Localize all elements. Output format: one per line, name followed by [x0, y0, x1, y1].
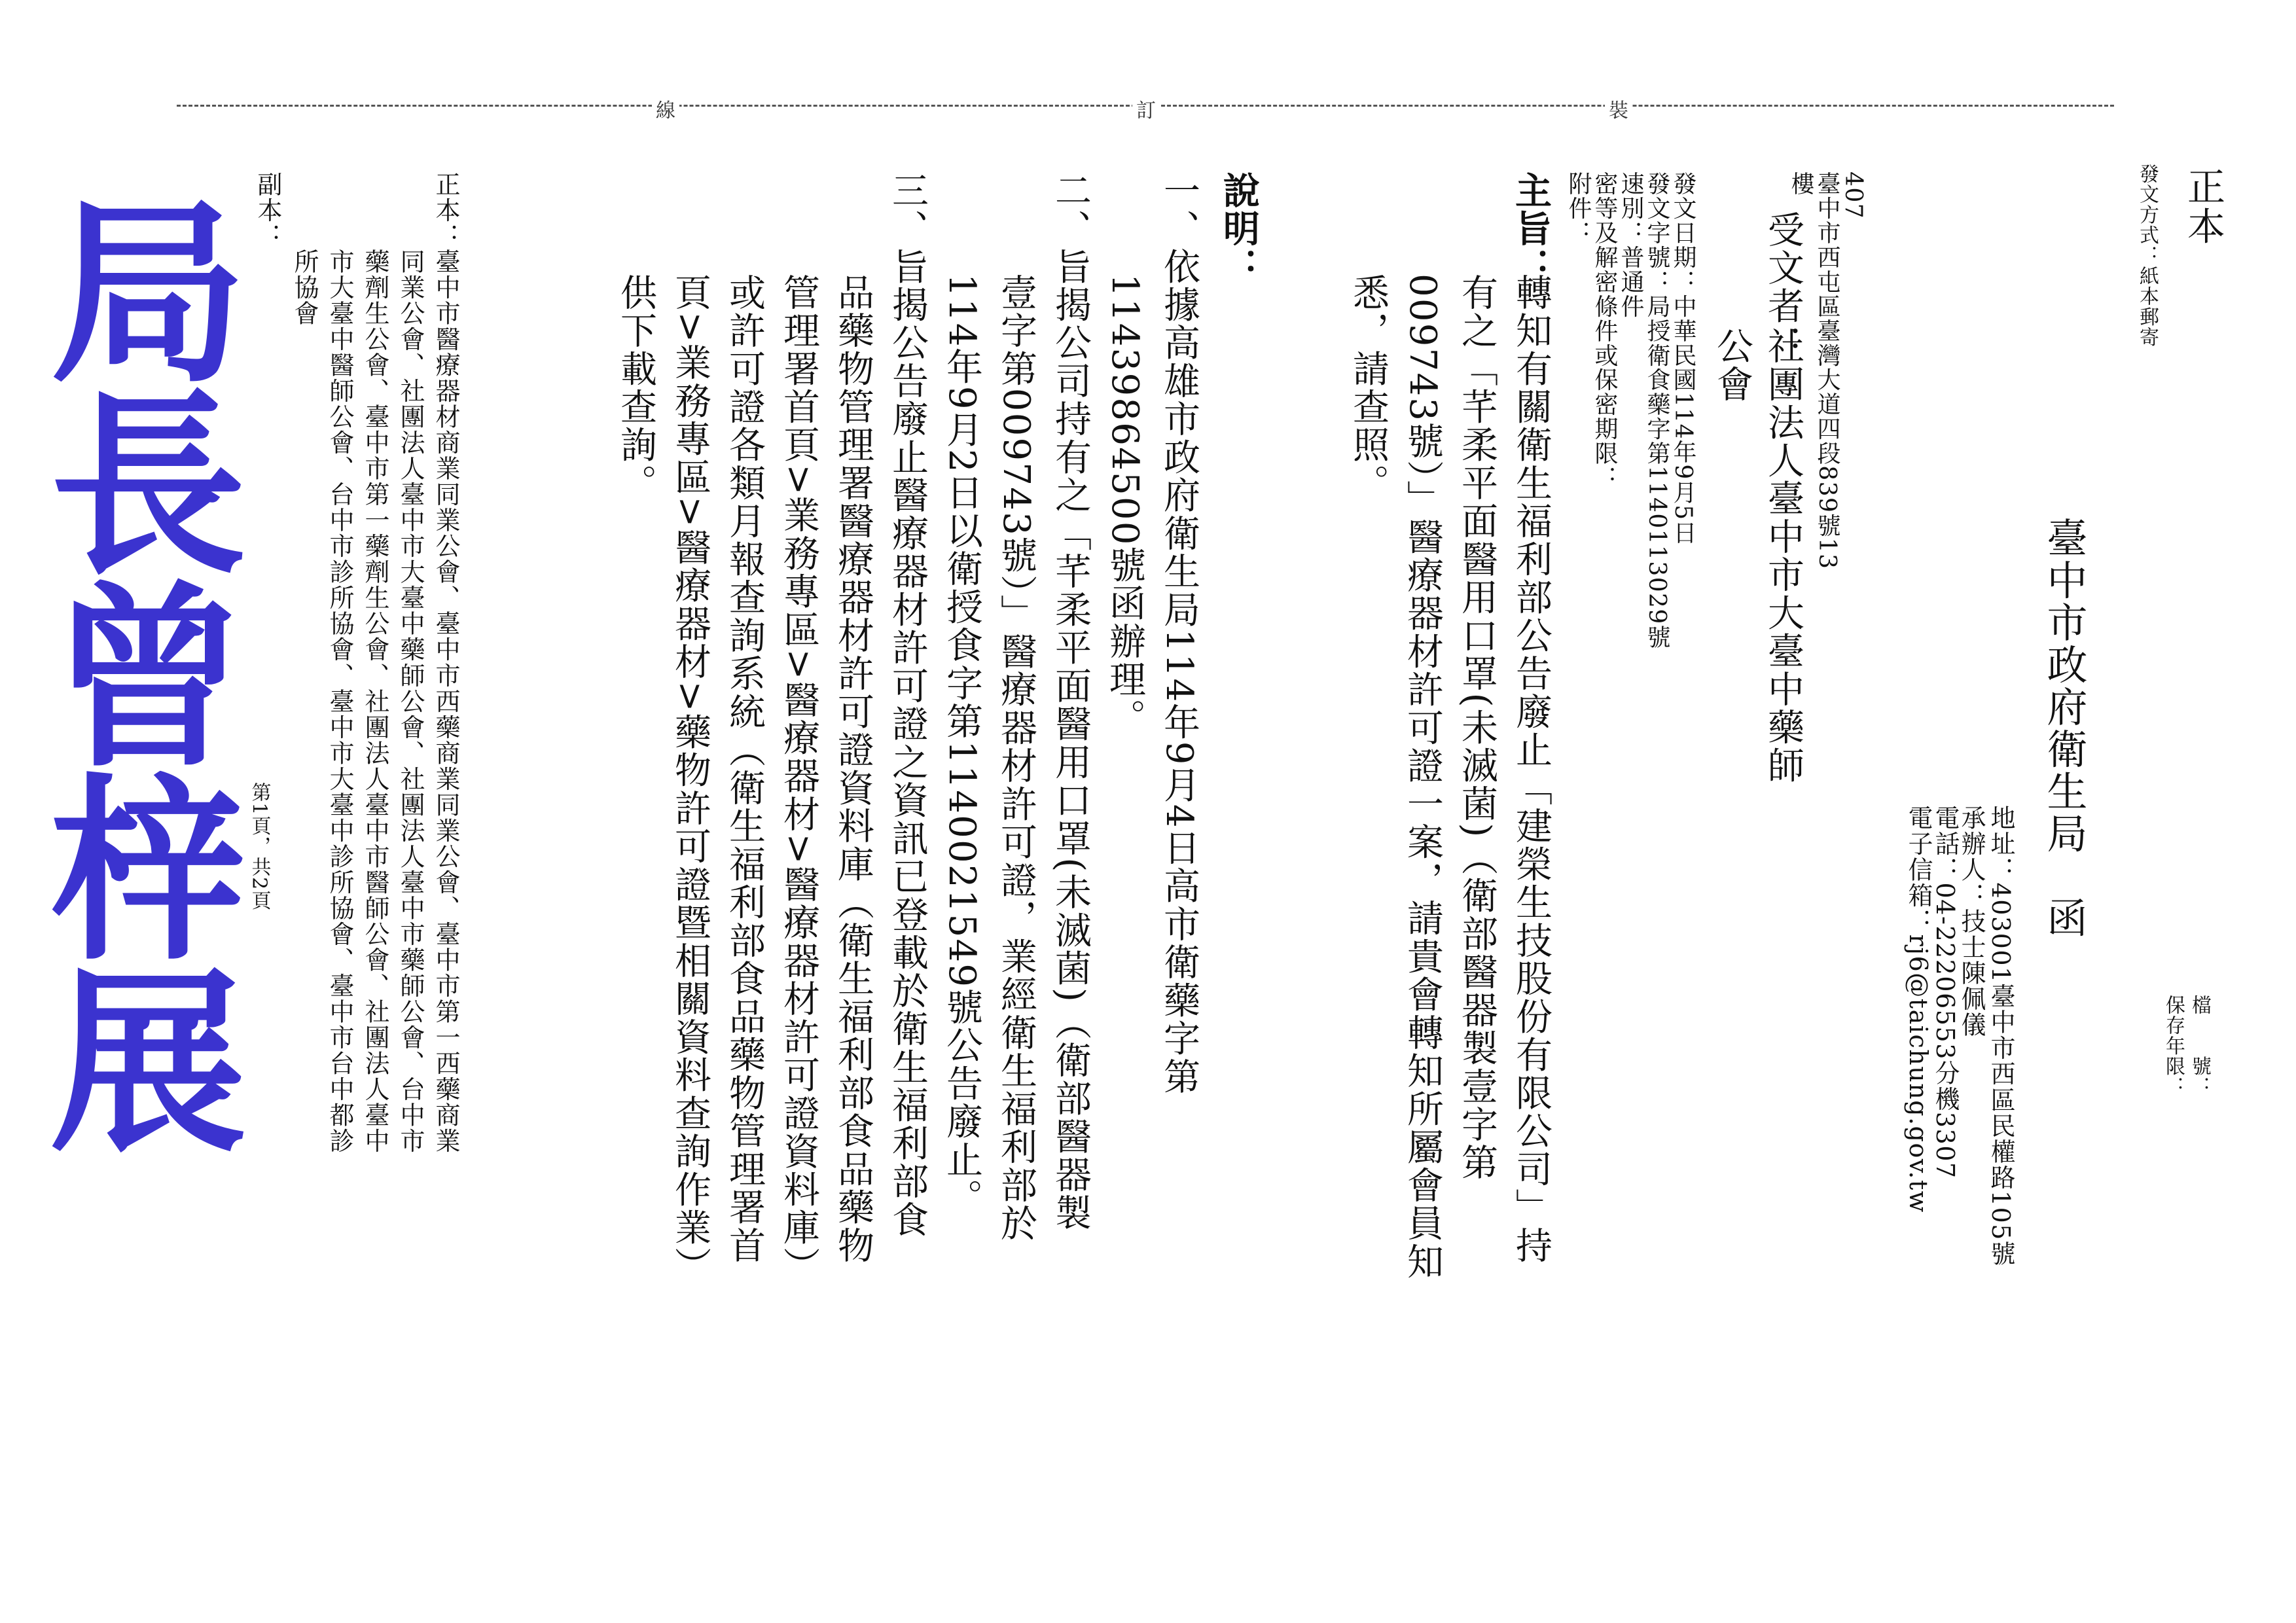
explanation-item-3-line-2: 品藥物管理署醫療器材許可證資料庫（衛生福利部食品藥物: [832, 274, 874, 1265]
distribution-original-line-1: 臺中市醫療器材商業同業公會、臺中市西藥商業同業公會、臺中市第一西藥商業: [431, 249, 460, 1154]
attachment-label: 附件：: [1565, 171, 1592, 245]
explanation-item-2-line-2: 壹字第009743號）」醫療器材許可證，業經衛生福利部於: [995, 274, 1037, 1243]
distribution-original-label: 正本：: [431, 171, 460, 249]
agency-title: 臺中市政府衛生局 函: [2040, 517, 2088, 939]
distribution-original-line-5: 所協會: [290, 249, 319, 327]
agency-email: 電子信箱：rj6@taichung.gov.tw: [1904, 805, 1933, 1213]
subject-label: 主旨：: [1509, 171, 1552, 286]
issue-date: 發文日期：中華民國114年9月5日: [1670, 171, 1696, 546]
director-seal-stamp: 局長曾梓展: [17, 190, 245, 1152]
distribution-copy-label: 副本：: [253, 171, 282, 249]
agency-phone: 電話：04-22206553分機3307: [1931, 805, 1960, 1179]
recipient-name-line2: 公會: [1711, 327, 1753, 404]
agency-address: 地址：403001臺中市西區民權路105號: [1986, 805, 2015, 1267]
subject-line-4: 悉，請查照。: [1347, 274, 1390, 503]
explanation-item-3-line-6: 供下載查詢。: [615, 274, 657, 503]
subject-line-1: 轉知有關衛生福利部公告廢止「建榮生技股份有限公司」持: [1510, 274, 1552, 1265]
subject-line-3: 009743號）」醫療器材許可證一案，請貴會轉知所屬會員知: [1401, 274, 1444, 1281]
recipient-address-line2: 樓: [1787, 171, 1814, 196]
explanation-item-3-line-1: 三、旨揭公告廢止醫療器材許可證之資訊已登載於衛生福利部食: [886, 171, 929, 1239]
document-number: 發文字號：局授衛食藥字第1140113029號: [1643, 171, 1670, 650]
recipient-postal-code: 407: [1840, 171, 1867, 220]
binding-mark-staple: 訂: [1132, 92, 1160, 126]
explanation-item-2-line-3: 114年9月2日以衛授食字第1140021549號公告廢止。: [941, 274, 983, 1217]
delivery-speed: 速別：普通件: [1617, 171, 1644, 319]
send-method: 發文方式：紙本郵寄: [2136, 164, 2159, 348]
agency-contact-person: 承辦人：技士陳佩儀: [1957, 805, 1986, 1038]
retention-label: 保存年限：: [2162, 995, 2185, 1097]
explanation-label: 說明：: [1217, 171, 1261, 286]
distribution-original-line-4: 市大臺中醫師公會、台中市診所協會、臺中市大臺中診所協會、臺中市台中都診: [325, 249, 354, 1154]
explanation-item-3-line-3: 管理署首頁>業務專區>醫療器材>醫療器材許可證資料庫）: [778, 274, 820, 1285]
binding-mark-bind: 裝: [1605, 92, 1632, 126]
distribution-original-line-3: 藥劑生公會、臺中市第一藥劑生公會、社團法人臺中市醫師公會、社團法人臺中: [361, 249, 389, 1154]
subject-line-2: 有之「芊柔平面醫用口罩(未滅菌)（衛部醫器製壹字第: [1456, 274, 1498, 1182]
explanation-item-3-line-4: 或許可證各類月報查詢系統（衛生福利部食品藥物管理署首: [723, 274, 766, 1265]
page-number: 第1頁，共2頁: [247, 782, 271, 911]
explanation-item-1-line-1: 一、依據高雄市政府衛生局114年9月4日高市衛藥字第: [1158, 171, 1200, 1096]
recipient-address-line1: 臺中市西屯區臺灣大道四段839號13: [1814, 171, 1840, 570]
explanation-item-1-line-2: 11439864500號函辦理。: [1103, 274, 1146, 737]
binding-mark-line: 線: [652, 92, 679, 126]
secrecy-level: 密等及解密條件或保密期限：: [1591, 171, 1618, 490]
file-number-label: 檔 號：: [2188, 995, 2211, 1097]
explanation-item-2-line-1: 二、旨揭公司持有之「芊柔平面醫用口罩(未滅菌)（衛部醫器製: [1049, 171, 1092, 1232]
copy-type-label: 正本: [2181, 167, 2225, 246]
recipient-label: 受文者：: [1762, 211, 1804, 363]
explanation-item-3-line-5: 頁>業務專區>醫療器材>藥物許可證暨相關資料查詢作業）: [669, 274, 711, 1285]
distribution-original-line-2: 同業公會、社團法人臺中市大臺中藥師公會、社團法人臺中市藥師公會、台中市: [396, 249, 425, 1154]
recipient-name-line1: 社團法人臺中市大臺中藥師: [1762, 327, 1804, 785]
